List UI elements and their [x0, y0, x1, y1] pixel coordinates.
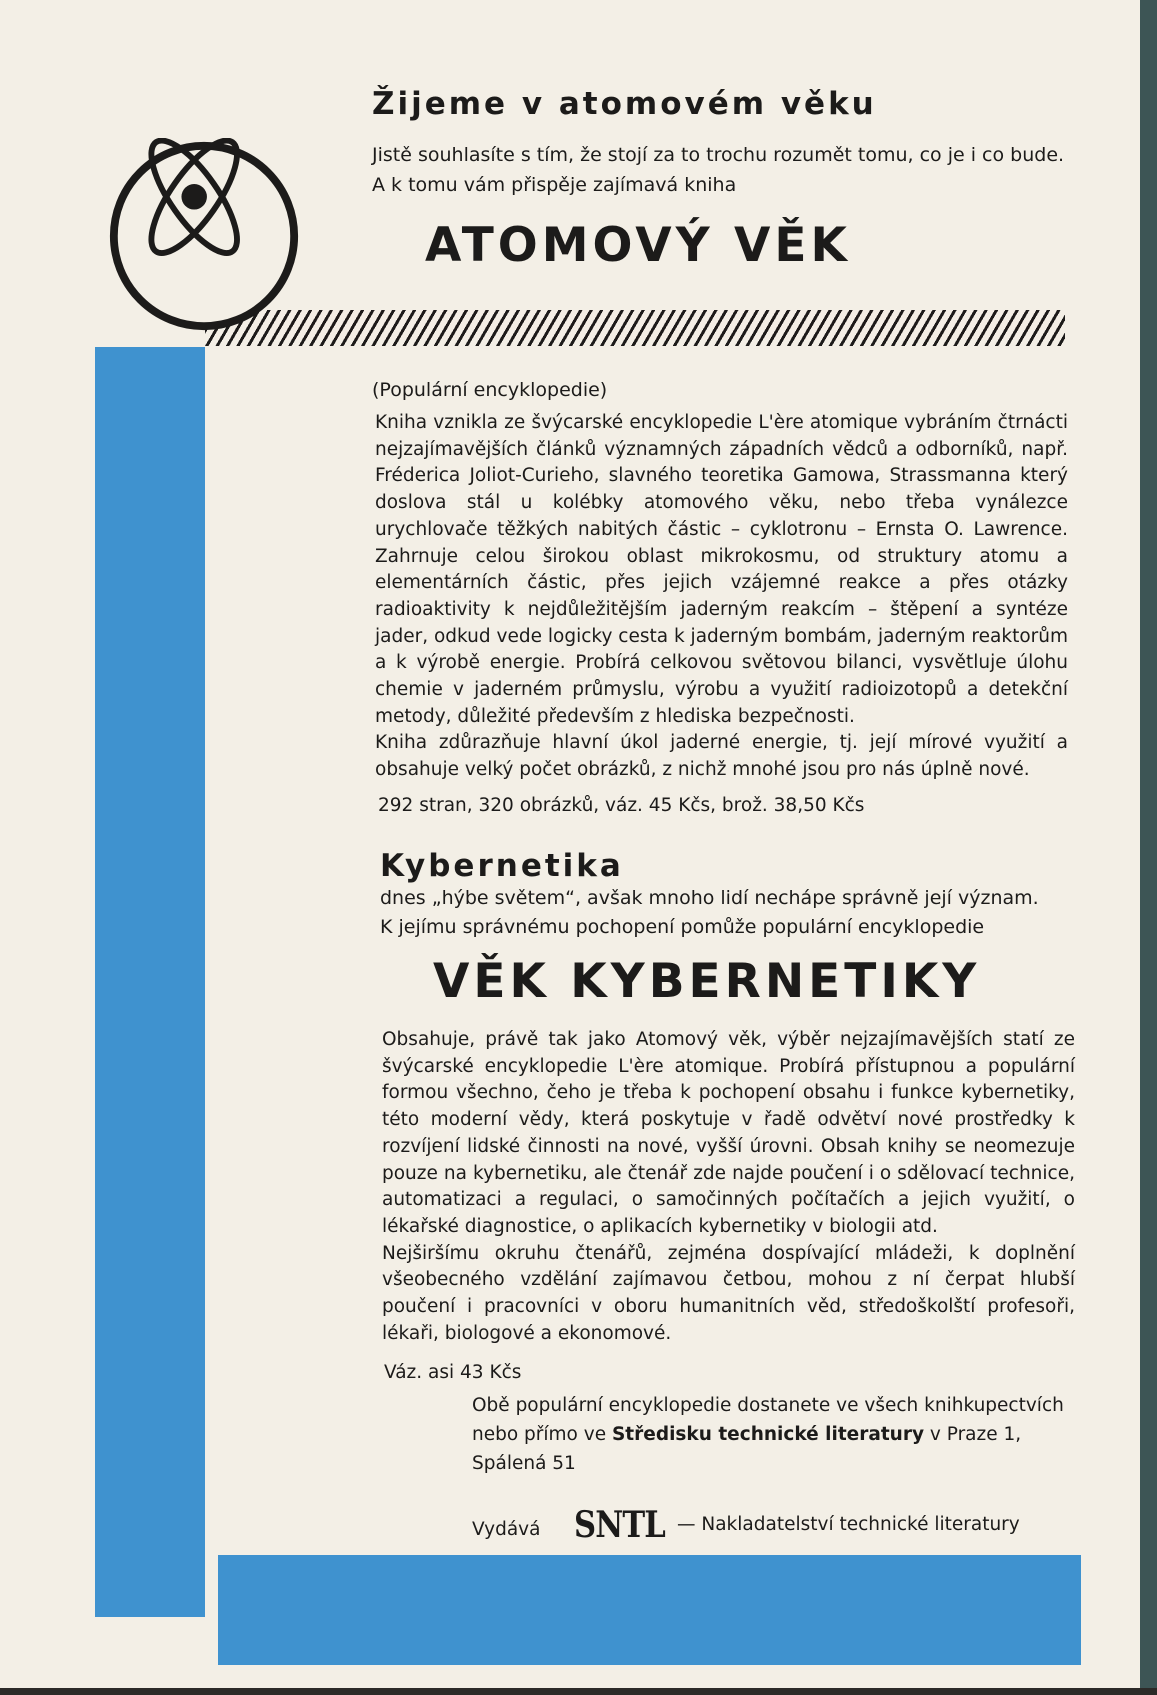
atom-intro — [372, 140, 1064, 200]
blue-bottom-bar — [218, 1555, 1081, 1665]
atom-heading: Žijeme v atomovém věku — [372, 86, 877, 122]
book2-title: VĚK KYBERNETIKY — [433, 954, 981, 1009]
hatched-band — [205, 310, 1065, 346]
publisher-name: — Nakladatelství technické literatury — [677, 1514, 1020, 1535]
next-page-edge — [1140, 0, 1157, 1695]
kyber-heading: Kybernetika — [380, 848, 624, 884]
store-name: Středisku technické literatury — [611, 1424, 925, 1445]
kyber-intro — [380, 884, 1039, 942]
atom-intro-line-1: Jistě souhlasíte s tím, že stojí za to trochu rozumět tomu, co je i co bude. — [372, 144, 1065, 166]
store-address: v Praze 1, Spálená 51 — [472, 1424, 1022, 1474]
book2-description: Obsahuje, právě tak jako Atomový věk, výběr nejzajímavějších statí ze švýcarské encyklopedie L'ère atomique. Probírá přístupnou a populární formou všechno, čeho je třeba k pochopení obsahu i funkce kybernetiky, této moderní vědy, která poskytuje v řadě odvětví nové prostředky k rozvíjení lidské činnosti na nové, vyšší úrovni. Obsah knihy se neomezuje pouze na kybernetiku, ale čtenář zde najde poučení i o sdělovací technice, automatizaci a regulaci, o samočinných počítačích a jejich využití, o lékařské diagnostice, o aplikacích kybernetiky v biologii atd. — [382, 1029, 1075, 1237]
book1-title: ATOMOVÝ VĚK — [425, 218, 851, 273]
publisher-label: Vydává — [472, 1519, 541, 1540]
atom-logo-icon — [106, 138, 302, 334]
book2-price: Váz. asi 43 Kčs — [384, 1362, 522, 1383]
availability-note — [472, 1391, 1078, 1478]
publisher-logo: SNTL — [574, 1504, 665, 1546]
availability-text: Obě populární encyklopedie dostanete ve všech knihkupectvích nebo přímo ve — [472, 1395, 1064, 1445]
blue-vertical-bar — [95, 347, 205, 1617]
book2-description-2: Nejširšímu okruhu čtenářů, zejména dospívající mládeži, k doplnění všeobecného vzdělání zajímavou četbou, mohou z ní čerpat hlubší poučení i pracovníci v oboru humanitních věd, středoškolští profesoři, lékaři, biologové a ekonomové. — [382, 1242, 1075, 1344]
book2-description-block — [382, 1027, 1075, 1347]
kyber-intro-line-2: K jejímu správnému pochopení pomůže populární encyklopedie — [380, 916, 985, 938]
book1-description: Kniha vznikla ze švýcarské encyklopedie L'ère atomique vybráním čtrnácti nejzajímavějších článků významných západních vědců a odborníků, např. Fréderica Joliot-Curieho, slavného teoretika Gamowa, Strassmanna který doslova stál u kolébky atomového věku, nebo třeba vynálezce urychlovače těžkých nabitých částic – cyklotronu – Ernsta O. Lawrence. Zahrnuje celou širokou oblast mikrokosmu, od struktury atomu a elementárních částic, přes jejich vzájemné reakce a přes otázky radioaktivity k nejdůležitějším jaderným reakcím – štěpení a syntéze jader, odkud vede logicky cesta k jaderným bombám, jaderným reaktorům a k výrobě energie. Probírá celkovou světovou bilanci, vysvětluje úlohu chemie v jaderném průmyslu, výrobu a využití radioizotopů a detekční metody, důležité především z hlediska bezpečnosti. — [375, 412, 1068, 727]
kyber-intro-line-1: dnes „hýbe světem“, avšak mnoho lidí nechápe správně její význam. — [380, 887, 1039, 909]
atom-intro-line-2: A k tomu vám přispěje zajímavá kniha — [372, 174, 737, 196]
book1-description-block — [375, 410, 1068, 784]
book1-description-2: Kniha zdůrazňuje hlavní úkol jaderné energie, tj. její mírové využití a obsahuje velký počet obrázků, z nichž mnohé jsou pro nás úplně nové. — [375, 732, 1068, 781]
bottom-edge — [0, 1688, 1157, 1695]
book1-price: 292 stran, 320 obrázků, váz. 45 Kčs, brož. 38,50 Kčs — [378, 795, 865, 816]
book1-subtitle: (Populární encyklopedie) — [372, 379, 608, 401]
